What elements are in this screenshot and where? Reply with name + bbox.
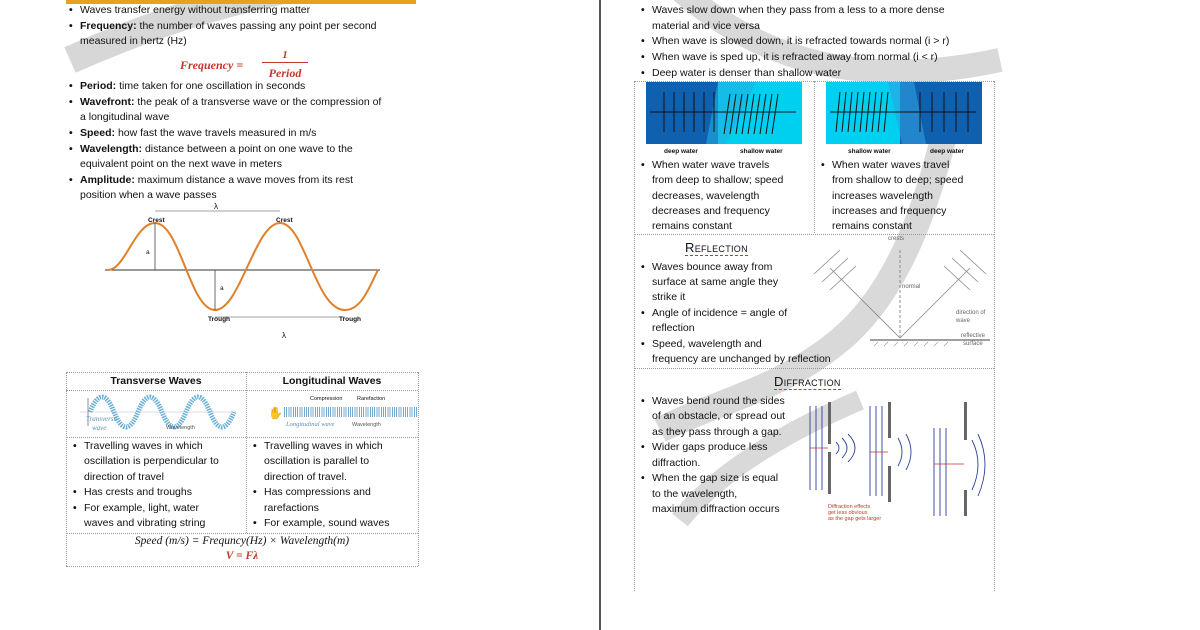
shallow-to-deep-5: remains constant [832, 220, 912, 232]
formula-denominator: Period [268, 66, 302, 80]
trans-point-1c: direction of travel [84, 471, 164, 483]
formula-numerator: 1 [262, 49, 308, 63]
page-divider [599, 0, 601, 630]
diff-note-2: get less obvious [828, 510, 868, 516]
diffraction-2a: • Wider gaps produce less [652, 440, 768, 456]
speed-term: Speed: [80, 127, 116, 139]
frequency-line [80, 19, 377, 35]
refraction-4: • Deep water is denser than shallow water [652, 66, 841, 82]
wavelength-line [80, 142, 353, 158]
trans-point-1b: oscillation is perpendicular to [84, 455, 219, 467]
speed-def: how fast the wave travels measured in m/s [117, 127, 317, 139]
img1-shallow-label: shallow water [740, 148, 783, 155]
reflection-1b: surface at same angle they [652, 276, 779, 288]
reflection-2a: • Angle of incidence = angle of [652, 306, 787, 322]
refl-normal-label: normal [902, 284, 921, 290]
diffraction-2b: diffraction. [652, 457, 701, 469]
amplitude-def: maximum distance a wave moves from its rest [137, 174, 354, 186]
longitudinal-img-label: Longitudinal wave [286, 421, 335, 428]
frequency-def: the number of waves passing any point per second [139, 20, 377, 32]
long-point-3: • For example, sound waves [264, 516, 389, 532]
trans-point-1a: • Travelling waves in which [84, 439, 203, 455]
trough-label-2: Trough [339, 316, 362, 323]
long-point-1b: oscillation is parallel to [264, 455, 370, 467]
transverse-img-label-2: wave [92, 424, 107, 432]
shallow-to-deep-image [826, 82, 982, 144]
longitudinal-header: Longitudinal Waves [282, 375, 382, 387]
diffraction-3a: • When the gap size is equal [652, 471, 778, 487]
wavefront-term: Wavefront: [80, 96, 135, 108]
diffraction-3c: maximum diffraction occurs [652, 503, 780, 515]
transverse-img-wavelength: Wavelength [166, 425, 195, 431]
shallow-to-deep-2: from shallow to deep; speed [832, 174, 964, 186]
wave-intro: • Waves transfer energy without transferring matter [80, 3, 310, 19]
long-point-2b: rarefactions [264, 502, 319, 514]
img1-deep-label: deep water [664, 148, 698, 155]
diffraction-1a: • Waves bend round the sides [652, 394, 785, 410]
diff-note-3: as the gap gets larger [828, 516, 882, 522]
wavelength-term: Wavelength: [80, 143, 143, 155]
deep-to-shallow-image [646, 82, 802, 144]
refl-direction-label-1: direction of [956, 310, 986, 316]
refl-surface-label-1: reflective [961, 333, 986, 339]
refraction-3: • When wave is sped up, it is refracted away from normal (i < r) [652, 50, 938, 66]
diffraction-1c: as they pass through a gap. [652, 426, 782, 438]
trans-point-3a: • For example, light, water [84, 501, 199, 517]
long-point-1c: direction of travel. [264, 471, 347, 483]
wavelength-def: distance between a point on one wave to the [144, 143, 353, 155]
shallow-to-deep-1: • When water waves travel [832, 158, 949, 174]
transverse-header: Transverse Waves [110, 375, 202, 387]
speed-formula: Speed (m/s) = Frequncy(Hz) × Wavelength(m) [134, 535, 350, 547]
period-term: Period: [80, 80, 117, 92]
refl-crests-label: crests [888, 236, 905, 242]
reflection-1a: • Waves bounce away from [652, 260, 772, 276]
compression-label: Compression [310, 396, 343, 402]
speed-line [80, 126, 316, 142]
formula-lhs: Frequency = [180, 58, 244, 72]
long-point-1a: • Travelling waves in which [264, 439, 383, 455]
transverse-img-label-1: Transverse [86, 415, 117, 423]
img2-deep-label: deep water [930, 148, 964, 155]
wave-diagram [100, 205, 380, 335]
deep-to-shallow-2: from deep to shallow; speed [652, 174, 784, 186]
v-formula: V = Fλ [225, 550, 259, 562]
frequency-def-2: measured in hertz (Hz) [80, 35, 187, 47]
amplitude-label-1: a [146, 249, 150, 256]
wavelength-def-2: equivalent point on the next wave in meters [80, 158, 282, 170]
amplitude-line [80, 173, 353, 189]
amplitude-term: Amplitude: [80, 174, 135, 186]
diffraction-3b: to the wavelength, [652, 488, 738, 500]
wavefront-def: the peak of a transverse wave or the compression of [137, 96, 382, 108]
longitudinal-img-wavelength: Wavelength [352, 422, 381, 428]
hand-icon: ✋ [268, 406, 283, 420]
deep-to-shallow-5: remains constant [652, 220, 732, 232]
long-point-2a: • Has compressions and [264, 485, 371, 501]
reflection-heading: Reflection [685, 240, 748, 255]
wavefront-line [80, 95, 381, 111]
wavefront-def-2: a longitudinal wave [80, 111, 170, 123]
reflection-3a: • Speed, wavelength and [652, 337, 762, 353]
amplitude-def-2: position when a wave passes [80, 189, 217, 201]
longitudinal-wave-image [284, 407, 418, 417]
trans-point-3b: waves and vibrating string [84, 517, 206, 529]
rarefaction-label: Rarefaction [357, 396, 386, 402]
refl-direction-label-2: wave [956, 318, 971, 324]
amplitude-label-2: a [220, 285, 224, 292]
frequency-term: Frequency: [80, 20, 137, 32]
diffraction-diagram [806, 398, 991, 518]
diff-note-1: Diffraction effects [828, 504, 871, 510]
diffraction-heading: Diffraction [774, 374, 841, 389]
refraction-2: • When wave is slowed down, it is refracted towards normal (i > r) [652, 34, 949, 50]
refraction-1b: material and vice versa [652, 20, 760, 32]
deep-to-shallow-1: • When water wave travels [652, 158, 769, 174]
reflection-1c: strike it [652, 291, 686, 303]
reflection-3b: frequency are unchanged by reflection [652, 353, 831, 365]
refl-surface-label-2: surface [963, 341, 983, 347]
shallow-to-deep-3: increases wavelength [832, 190, 933, 202]
trans-point-2: • Has crests and troughs [84, 485, 192, 501]
period-def: time taken for one oscillation in seconds [119, 80, 306, 92]
refraction-1a: • Waves slow down when they pass from a less to a more dense [652, 3, 945, 19]
crest-label-1: Crest [148, 217, 165, 224]
deep-to-shallow-4: decreases and frequency [652, 205, 770, 217]
lambda-bottom: λ [282, 331, 286, 340]
reflection-2b: reflection [652, 322, 695, 334]
trough-label-1: Trough [208, 316, 231, 323]
deep-to-shallow-3: decreases, wavelength [652, 190, 760, 202]
lambda-top: λ [214, 202, 218, 211]
diffraction-1b: of an obstacle, or spread out [652, 410, 786, 422]
shallow-to-deep-4: increases and frequency [832, 205, 947, 217]
period-line [80, 79, 305, 95]
img2-shallow-label: shallow water [848, 148, 891, 155]
crest-label-2: Crest [276, 217, 293, 224]
